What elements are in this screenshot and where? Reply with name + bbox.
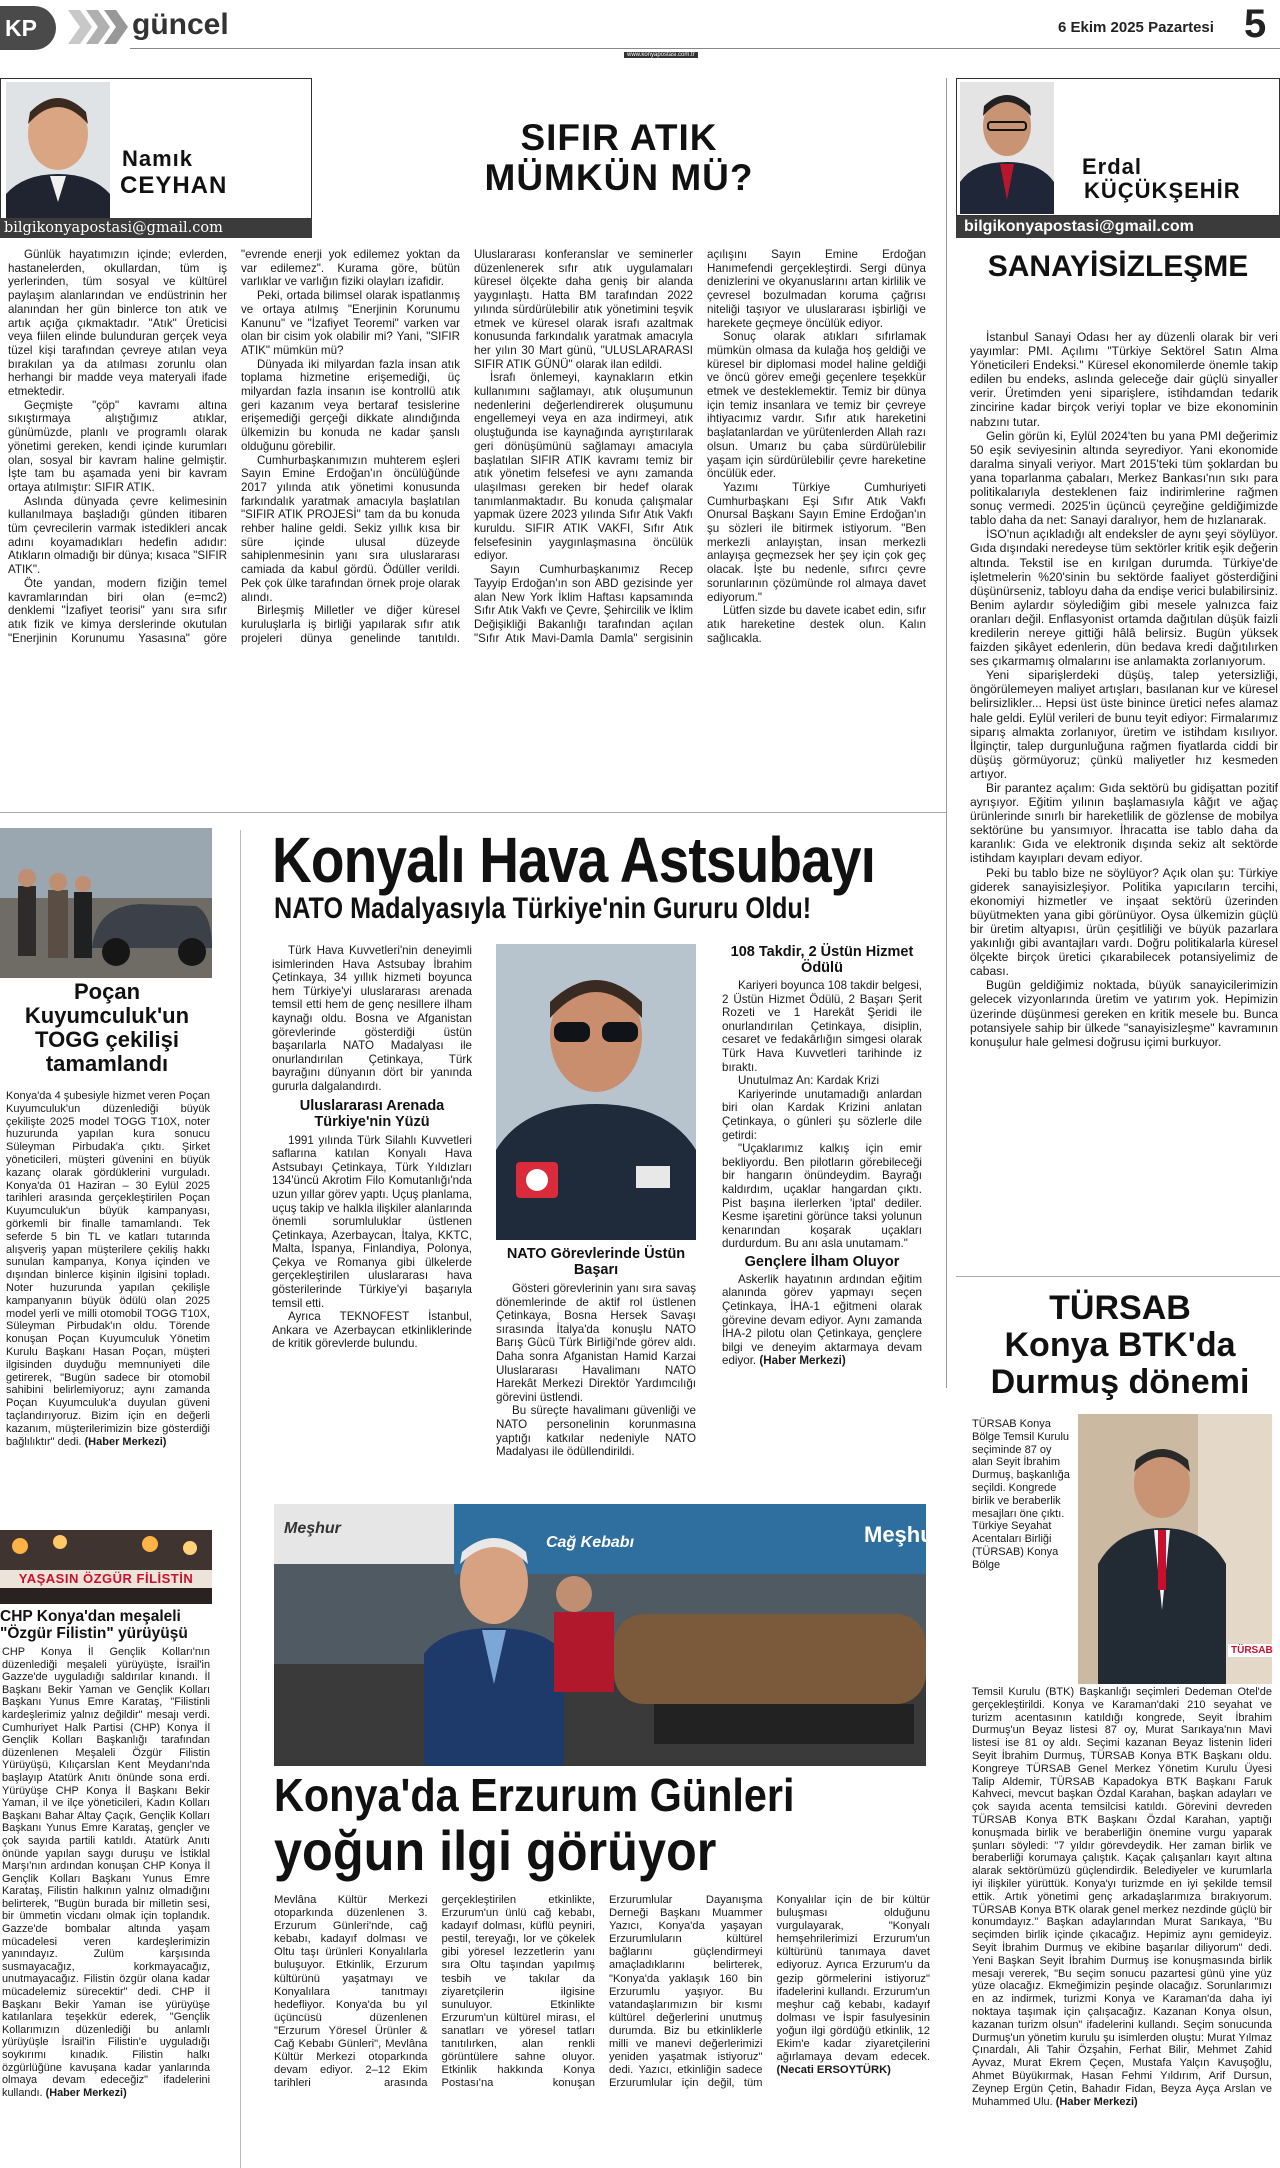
article-headline: Poçan Kuyumculuk'un TOGG çekilişi tamamlandı [24,979,190,1076]
body-paragraph: Dünyada iki milyardan fazla insan atık toplama hizmetine erişemediği, üç milyardan fazla insanın ise kontrollü atık geri kazanım veya bertaraf tesislerine erişemediği gerçeği dikkate alındığında ülkemizin bu konuda ne kadar şanslı olduğunu görebilir. [241,357,460,453]
nato-column-3: 108 Takdir, 2 Üstün Hizmet Ödülü Kariyeri boyunca 108 takdir belgesi, 2 Üstün Hizmet Ödülü, 2 Başarı Şerit Rozeti ve 1 Harekât Şeridi ile onurlandırılan Çetinkaya, disiplin, cesaret ve fedakârlığın simgesi olarak Türk Hava Kuvvetleri tarihinde iz bıraktı. Unutulmaz An: Kardak Krizi Kariyerinde unutamadığı anlardan biri olan Kardak Krizini anlatan Çetinkaya, o günleri şu sözlerle dile getirdi: "Uçaklarımız kalkış için emir bekliyordu. Ben pilotların görebileceği bir hangarın önündeydim. Bayrağı kaldırdım, uçaklar hangardan çıktı. Pist başına ilerlerken 'iptal' dediler. Kesme işaretini görünce taksi yolunun kenarından koşarak uçakları durdurdum. Bu anı asla unutamam." Gençlere İlham Oluyor Askerlik hayatının ardından eğitim alanında görev yapmayı seçen Çetinkaya, İHA-1 eğitmeni olarak görevine devam ediyor. Aynı zamanda İHA-2 pilotu olan Çetinkaya, gençlere bilgi ve deneyim aktarmaya devam ediyor. (Haber Merkezi) [722,944,922,1368]
site-url: www.konyapostasi.com.tr [624,52,698,58]
nato-article [270,826,932,1486]
section-body: Gösteri görevlerinin yanı sıra savaş dönemlerinde de aktif rol üstlenen Çetinkaya, Bosna Hersek Savaşı sırasında İtalya'da konuşlu NATO Barış Gücü Türk Birliği'nde görev aldı. Daha sonra Afganistan Hamid Karzai Uluslararası Havalimanı NATO Harekât Merkezi Direktör Yardımcılığı görevini üstlendi. Bu süreçte havalimanı güvenliği ve NATO personelinin korunmasına yaptığı katkılar nedeniyle NATO Madalyası ile ödüllendirildi. [496,1282,696,1459]
article-headline: yoğun ilgi görüyor [274,1819,717,1882]
columnist-ceyhan [0,78,926,792]
kp-logo-icon: KP [0,6,56,50]
body-paragraph: İSO'nun açıkladığı alt endeksler de aynı şeyi söylüyor. Gıda dışındaki neredeyse tüm sektörler kritik eşik değerin altında. Tekstil ise en kırılgan durumda. Türkiye'de işletmelerin %20'sinin bu sektörde faaliyet gösterdiğini düşünürseniz, tabloyu daha da endişe verici bulabilirsiniz. Benim aylardır söylediğim gibi mesele yalnızca faiz oranları değil. Enflasyonist ortamda dağıtılan düşük faizli kredilerin nereye gittiği hâlâ belirsiz. Bugün yüksek faizden şikâyet edenlerin, dün bedava kredi dağıtılırken ses çıkarmamış olmalarını ise anlamakta zorlanıyorum. [970,527,1278,669]
body-paragraph: Peki, ortada bilimsel olarak ispatlanmış ve ortaya atılmış "Enerjinin Korunumu Kanunu" ve "İzafiyet Teoremi" varken var olan bir cisim yok olabilir mi? Yani, "SIFIR ATIK" mümkün mü? [241,289,460,357]
tursab-article [960,1290,1280,2168]
vertical-divider [240,830,241,2168]
columnist-email: bilgikonyapostasi@gmail.com [0,218,312,238]
section-rule [956,1276,1280,1277]
shop-sign: Meşhu [864,1522,934,1547]
body-paragraph: İsrafı önlemeyi, kaynakların etkin kullanımını sağlamayı, atık oluşumunun nedenlerini değerlendirerek oluşumunu engellemeyi veya en aza indirmeyi, atık oluştuğunda ise kaynağında ayrıştırılarak geri dönüşümünü sağlamayı amacıyla başlatılan SIFIR ATIK kavramı temiz bir atık yönetim felsefesi ve aynı zamanda ulaşılması gereken bir hedef olarak tanımlanmaktadır. Bu konuda çalışmalar yapmak üzere 2023 yılında Sıfır Atık Vakfı kuruldu. SIFIR ATIK VAKFI, Sıfır Atık felsefesinin yaygınlaşmasına öncülük ediyor. [474,371,693,563]
article-headline: TÜRSAB Konya BTK'da Durmuş dönemi [990,1289,1250,1401]
section-name: güncel [132,8,229,41]
togg-photo [0,828,212,978]
vertical-divider [946,78,947,1388]
article-body-side: TÜRSAB Konya Bölge Temsil Kurulu seçiminde 87 oy alan Seyit İbrahim Durmuş, başkanlığa seçildi. Kongrede birlik ve beraberlik mesajları öne çıktı. Türkiye Seyahat Acentaları Birliği (TÜRSAB) Konya Bölge [972,1418,1070,1571]
chp-article [0,1530,212,2168]
article-headline: Konyalı Hava Astsubayı [272,824,876,896]
article-headline: CHP Konya'dan meşaleli "Özgür Filistin" yürüyüşü [0,1608,188,1642]
body-paragraph: Gelin görün ki, Eylül 2024'ten bu yana PMI değerimiz 50 eşik seviyesinin altında seyrediyor. Yani ekonomide daralma sinyali veriyor. Mart 2015'teki tüm şoklardan bu yana toparlanma çabaları, Merkez Bankası'nın sıkı para politikalarıyla desteklenen faiz indirimlerine rağmen sonuç vermedi. 2025'in üçüncü çeyreğine geldiğimizde tablo daha da net: Sanayi daralıyor, hem de hızlanarak. [970,428,1278,528]
article-body [8,248,926,794]
issue-date: 6 Ekim 2025 Pazartesi [1058,19,1214,36]
chp-photo [0,1530,212,1604]
article-title: SIFIR ATIK MÜMKÜN MÜ? [484,117,754,198]
columnist-photo [6,82,110,218]
article-headline: Konya'da Erzurum Günleri [274,1769,795,1821]
body-paragraph: Yeni siparişlerdeki düşüş, talep yetersizliği, öngörülemeyen maliyet artışları, basılanan kur ve küresel belirsizlikler... Hepsi üst üste binince üretici nefes alamaz hale geldi. Eylül verileri de bunu teyit ediyor: Firmalarımız siparış almakta zorlanıyor, üretim ve istihdam kısılıyor. İlginçtir, talep durgunluğuna rağmen fiyatlarda ciddi bir düşüş görmüyoruz; çünkü maliyetler hız kesmeden artıyor. [970,668,1278,781]
body-paragraph: Aslında dünyada çevre kelimesinin kullanılmaya başladığı günden itibaren tüm çevrecilerin varmak istedikleri ancak adını koyamadıkları hedefin adıdır: Atıkların olmadığı bir dünya; kısaca "SIFIR ATIK". [8,494,227,577]
columnist-kucuksehir [956,78,1280,1268]
article-body: Mevlâna Kültür Merkezi otoparkında düzenlenen 3. Erzurum Günleri'nde, cağ kebabı, kadayıf dolması ve Oltu taşı ürünleri Konyalılarla buluşuyor. Etkinlik, Erzurum kültürünü yaşatmayı ve Konyalılara tanıtmayı hedefliyor. Konya'da bu yıl üçüncüsü düzenlenen "Erzurum Yöresel Ürünler & Cağ Kebabı Günleri", Mevlâna Kültür Merkezi otoparkında devam ediyor. 2–12 Ekim tarihleri arasında gerçekleştirilen etkinlikte, Erzurum'un ünlü cağ kebabı, kadayıf dolması, küflü peyniri, pestil, tereyağı, lor ve çökelek gibi yöresel lezzetlerin yanı sıra Oltu taşından yapılmış tesbih ve takılar da ziyaretçilerin ilgisine sunuluyor. Etkinlikte Erzurum'un kültürel mirası, el sanatları ve yöresel tatları tanıtılırken, alan renkli görüntülere sahne oluyor. Etkinlik hakkında Konya Postası'na konuşan Erzurumlular Dayanışma Derneği Başkanı Muammer Yazıcı, Konya'da yaşayan Erzurumluların kültürel bağlarını güçlendirmeyi amaçladıklarını belirterek, "Konya'da yaklaşık 160 bin Erzurumlu yaşıyor. Bu vatandaşlarımızın bir kısmı kültürel değerlerini unutmuş durumda. Biz bu etkinliklerle milli ve manevi değerlerimizi yeniden yaşatmak istiyoruz" dedi. Yazıcı, etkinliğin sadece Erzurumlular için değil, tüm Konyalılar için de bir kültür buluşması olduğunu vurgulayarak, "Konyalı hemşehrilerimizi Erzurum'un kültürünü tanımaya davet ediyoruz. Ayrıca Erzurum'u da gezip görmelerini istiyoruz" ifadelerini kullandı. Erzurum'un meşhur cağ kebabı, kadayıf dolması ve İspir fasulyesinin yoğun ilgi gördüğü etkinlik, 12 Ekim'e kadar ziyaretçilerini ağırlamaya devam edecek. (Necati ERSOYTÜRK) [274,1894,930,2090]
body-paragraph: Geçmişte "çöp" kavramı altına sıkıştırmaya alıştığımız atıklar, günümüzde, planlı ve programlı olarak yönetimi gereken, kendi içinde kurumları olan, sosyal bir kavram haline gelmiştir. İşte tam bu aşamada yeni bir kavram ortaya atılmıştır: SIFIR ATIK. [8,398,227,494]
article-title: SANAYİSİZLEŞME [987,250,1249,283]
columnist-email: bilgikonyapostasi@gmail.com [956,216,1280,238]
body-paragraph: Öte yandan, modern fiziğin temel kavramlarından biri olan (e=mc2) denklemi "İzafiyet teorisi" yanı sıra sıfır atık fizik ve kimya derslerinde okutulan "Enerjinin Korunumu Yasasına" göre "evrende enerji yok edilemez yoktan da var edilemez". Kurama göre, bütün varlıklar ve varlığın fiziki olayları izafidir. [8,248,460,645]
columnist-last-name: KÜÇÜKŞEHİR [1084,178,1241,203]
tursab-photo [1078,1414,1272,1684]
body-paragraph: Lütfen sizde bu davete icabet edin, sıfır atık hareketine destek olun. Kalın sağlıcakla. [707,604,926,645]
body-paragraph: Peki bu tablo bize ne söylüyor? Açık olan şu: Türkiye giderek sanayisizleşiyor. Politika yapıcıların tercihi, ekonomiyi hizmetler ve inşaat sektörü üzerinden büyütmekten yana gibi görünüyor. Oysa ülkemizin güçlü bir üretim altyapısı, ürün çeşitliliği ve büyük pazarlara yakınlığı gibi avantajları vardı. Doğru politikalarla küresel ölçekte birçok üretici çıkarabilecek potansiyelimiz de cabası. [970,865,1278,979]
columnist-first-name: Erdal [1082,154,1143,179]
body-paragraph: Yazımı Türkiye Cumhuriyeti Cumhurbaşkanı Eşi Sıfır Atık Vakfı Onursal Başkanı Sayın Emine Erdoğan'ın şu sözleri ile bitirmek istiyorum. "Ben merkezli anlayıştan, insan merkezli anlayışa geçmezsek her şey için çok geç olacak. İşte bu nedenle, sıfırcı çevre sorunlarının çözümünde rol almaya davet ediyorum." [707,480,926,604]
shop-sign: Meşhur [284,1520,341,1537]
columnist-first-name: Namık [122,146,194,171]
shop-sign: Cağ Kebabı [546,1534,635,1551]
body-paragraph: Birleşmiş Milletler ve diğer küresel kuruluşlarla iş birliği yapılarak sıfır atık projeleri dünya genelinde tanıtıldı. Uluslararası konferanslar ve seminerler düzenlenerek sıfır atık uygulamaları küresel ölçekte daha geniş bir alanda yaygınlaştı. Hatta BM tarafından 2022 yılında sürdürülebilir atık yönetimini teşvik etmek ve küresel olarak israfı azaltmak konusunda farkındalık yaratmak amacıyla her yılın 30 Mart günü, "ULUSLARARASI SIFIR ATIK GÜNÜ" olarak ilan edildi. [241,248,693,645]
pilot-photo [496,944,696,1240]
header-rule [130,48,1280,49]
article-body: Türk Hava Kuvvetleri'nin deneyimli isimlerinden Hava Astsubay İbrahim Çetinkaya, 34 yıllık hizmeti boyunca hem Türkiye'yi uluslararası arenada temsil etti hem de genç nesillere ilham kaynağı oldu. Bosna ve Afganistan görevlerinde gösterdiği üstün başarılarla NATO Madalyası ile onurlandırılan Çetinkaya, Türk bayrağını dünyanın dört bir yanında gururla dalgalandırdı. Uluslararası Arenada Türkiye'nin Yüzü 1991 yılında Türk Silahlı Kuvvetleri saflarına katılan Konyalı Hava Astsubayı Çetinkaya, Türk Yıldızları 134'üncü Akrotim Filo Komutanlığı'nda uzun yıllar görev yaptı. Uçuş planlama, uçuş takip ve halkla ilişkiler alanlarında önemli sorumluluklar üstlenen Çetinkaya, Azerbaycan, İtalya, KKTC, Malta, İspanya, Finlandiya, Polonya, Çekya ve Romanya gibi ülkelerde gerçekleştirilen uluslararası hava gösterilerinde Türkiye'yi başarıyla temsil etti. Ayrıca TEKNOFEST İstanbul, Ankara ve Azerbaycan etkinliklerinde de kritik görevlerde bulundu. [272,944,472,1351]
article-body: Konya'da 4 şubesiyle hizmet veren Poçan Kuyumculuk'un düzenlediği büyük çekilişte 2025 model TOGG T10X, noter huzurunda yapılan kura sonucu Süleyman Pirbudak'a çıktı. Şirket yöneticileri, müşteri güvenini en büyük kazanç olarak gördüklerini vurguladı. Konya'da 01 Haziran – 30 Eylül 2025 tarihleri arasında gerçekleştirilen Poçan Kuyumculuk'un büyük kampanyası, görkemli bir finalle tamamlandı. Tek seferde 5 bin TL ve katları tutarında alışveriş yapan müşterilere çekiliş hakkı sunulan kampanya, Konya içinden ve dışından binlerce kişinin ilgisini topladı. Noter huzurunda yapılan çekilişle kampanyanın büyük ödülü olan 2025 model yerli ve milli otomobil TOGG T10X, Süleyman Pirbudak'ın oldu. Törende konuşan Poçan Kuyumculuk Yönetim Kurulu Başkanı Hasan Poçan, müşteri ilgisinden duyduğu memnuniyeti dile getirerek, "Bugün sadece bir otomobil sahibini belirlemiyoruz; aynı zamanda Poçan Kuyumculuk'a duyulan güveni taçlandırıyoruz. Bizim için en değerli kazanım, müşterilerimizin bize gösterdiği bağlılıktır" dedi. (Haber Merkezi) [6,1090,210,1448]
body-paragraph: Günlük hayatımızın içinde; evlerden, hastanelerden, okullardan, tüm iş yerlerinden, tüm sosyal ve kültürel paylaşım alanlarından ve endüstrinin her alanından her gün binlerce ton atık ve artık açığa çıkmaktadır. "Atık" Üreticisi veya fiilen elinde bulunduran gerçek veya tüzel kişi tarafından çevreye atılan veya bırakılan ya da atılması zorunlu olan herhangi bir madde veya materyali ifade etmektedir. [8,248,227,399]
page-number: 5 [1244,2,1267,46]
body-paragraph: Bir parantez açalım: Gıda sektörü bu gidişattan pozitif ayrışıyor. Eğitim yılının başlamasıyla kâğıt ve ağaç ürünlerinde sınırlı bir hareketlilik de gözlense de mobilya sektörüne bu yansımıyor. İhracatta ise tablo daha da karanlık: Gıda ve elektronik dışında sekiz alt sektörde istihdam kayıpları devam ediyor. [970,781,1278,866]
article-subheadline: NATO Madalyasıyla Türkiye'nin Gururu Oldu! [274,892,812,925]
protest-banner: YAŞASIN ÖZGÜR FİLİSTİN [0,1570,212,1588]
nato-column-2 [496,1246,696,1482]
erzurum-photo [274,1504,934,1766]
article-body: CHP Konya İl Gençlik Kolları'nın düzenlediği meşaleli yürüyüşte, İsrail'in Gazze'de uyguladığı saldırılar kınandı. İl Başkanı Bekir Yaman ve Gençlik Kolları Başkanı Yunus Emre Karataş, "Filistinli kardeşlerimiz yalnız değildir" mesajı verdi. Cumhuriyet Halk Partisi (CHP) Konya İl Gençlik Kolları Başkanlığı tarafından düzenlenen Meşaleli Özgür Filistin Yürüyüşü, Kılıçarslan Kent Meydanı'nda başlayıp Atatürk Anıtı önünde sona erdi. Yürüyüşe CHP Konya İl Başkanı Bekir Yaman, il ve ilçe yöneticileri, Kadın Kolları Başkanı Bahar Altay Çaçık, Gençlik Kolları Başkanı Yunus Emre Karataş, gençler ve çok sayıda partili katıldı. Atatürk Anıtı önünde yapılan saygı duruşu ve İstiklal Marşı'nın ardından konuşan CHP Konya İl Gençlik Kolları Başkanı Yunus Emre Karataş, Filistin halkının yalnız olmadığını belirterek, "Bugün burada bir milletin sesi, bir ümmetin vicdanı olmak için toplandık. Gazze'de bombalar altında yaşam mücadelesi veren kardeşlerimizin yanındayız. Zulüm karşısında susmayacağız, korkmayacağız, unutmayacağız. Filistin özgür olana kadar mücadelemiz sürecektir" dedi. CHP İl Başkanı Bekir Yaman ise yürüyüşe katılanlara teşekkür ederek, "Gençlik Kollarımızın düzenlediği bu anlamlı yürüyüşle İsrail'in Filistin'e uyguladığı soykırımı kınadık. Filistin halkı özgürlüğüne kavuşana kadar yanlarında olmaya devam edeceğiz" ifadelerini kullandı. (Haber Merkezi) [2,1646,210,2099]
section-rule [0,812,946,813]
section-subheading: NATO Görevlerinde Üstün Başarı [506,1246,686,1278]
body-paragraph: İstanbul Sanayi Odası her ay düzenli olarak bir veri yayımlar: PMI. Açılımı "Türkiye Sektörel Satın Alma Yöneticileri Endeksi." Küresel ekonomilerde önemle takip edilen bu endeks, aslında geleceğe dair güçlü sinyaller verir. Üretimden yeni siparişlere, istihdamdan tedarik zincirine kadar birçok veriyi toplar ve bize ekonominin nabzını tutar. [970,330,1278,429]
body-paragraph: Bugün geldiğimiz noktada, büyük sanayicilerimizin gelecek vizyonlarında üretim ve yatırım yok. Hepimizin üzerinde düşünmesi gereken en kritik mesele bu. Bunca potansiyele sahip bir ülkede "sanayisizleşme" kavramının konuşulur hale gelmesi doğrusu içimi burkuyor. [970,978,1278,1049]
body-paragraph: Sonuç olarak atıkları sıfırlamak mümkün olmasa da kulağa hoş geldiği ve küresel bir diplomasi model haline geldiği ve öncü görev emeği geçenlere teşekkür etmek ve desteklemektir. Temiz bir dünya için temiz insanlara ve temiz bir çevreye ihtiyacımız vardır. Sıfır atık hareketini başlatanlardan ve yürütenlerden Allah razı olsun. Umarız bu çaba sürdürülebilir yaşam için sürdürülebilir çevre hareketine öncülük eder. [707,330,926,481]
article-body [970,330,1278,1270]
article-body: Temsil Kurulu (BTK) Başkanlığı seçimleri Dedeman Otel'de gerçekleştirildi. Konya ve Karaman'daki 210 seyahat ve turizm acentasının katıldığı kongrede, Seyit İbrahim Durmuş'un Beyaz listesi 87 oy, Murat Sarıkaya'nın Mavi listesi ise 81 oy aldı. Seçimi kazanan Beyaz listenin lideri Seyit İbrahim Durmuş, TÜRSAB Konya BTK Başkanı oldu. Kongreye TÜRSAB Genel Merkez Yönetim Kurulu Üyesi Talip Aldemir, TÜRSAB Kapadokya BTK Başkanı Faruk Kahveci, mevcut başkan Özdal Karahan, başkan adayları ve çok sayıda acenta temsilcisi katıldı. Görevini devreden TÜRSAB Konya BTK Başkanı Özdal Karahan, yaptığı konuşmada birlik ve beraberliğin önemine vurgu yaparak şunları söyledi: "7 yıldır görevdeydik. Her zaman birlik ve beraberliği korumaya çalıştık. Kaçak çalışanları kayıt altına alarak sektörümüzü güçlendirdik. Belediyeler ve kurumlarla iyi ilişkiler yürüttük. Konya'yı turizmde en iyi şekilde temsil ettik. Artık yönetimi genç arkadaşlarımıza bırakıyorum. TÜRSAB Konya BTK olarak genel merkez nezdinde güçlü bir konumdayız." Başkan adaylarından Murat Sarıkaya, "Bu seçimden birlik içinde çıkacağız. Hepimiz aynı gemideyiz. Seyit İbrahim Durmuş ve ekibine başarılar diliyorum" dedi. Yeni Başkan Seyit İbrahim Durmuş ise konuşmasında birlik mesajı vererek, "Bu seçim sonucu pazartesi günü yine yüz yüze olacağız. Ekmeğimizin peşinde olacağız. Sorunlarımızı en az indirmek, turizmi Konya ve Karaman'da daha iyi noktaya taşımak için çalışacağız. Kazanan Konya olsun, kazanan turizm olsun" ifadelerini kullandı. Seçim sonucunda Durmuş'un yönetim kurulu şu isimlerden oluştu: Murat Yılmaz Çınardalı, Ali Tahir Özşahin, Ferhat Bilir, Mehmet Zahid Ayvaz, Murat Ekrem Çeçen, Mustafa Yalçın Kavuşoğlu, Ahmet Büyükırmak, Hasan Fehmi Yıldırım, Arif Dursun, Zeynep Ergün Çetin, Bahadır Fidan, Beyza Ayça Arslan ve Muhammed Ulu. (Haber Merkezi) [972,1686,1272,2108]
tursab-sign: TÜRSAB [1228,1644,1276,1657]
body-paragraph: Sayın Cumhurbaşkanımız Recep Tayyip Erdoğan'ın son ABD gezisinde yer alan New York İklim Haftası kapsamında Sıfır Atık Vakfı ve Çevre, Şehircilik ve İklim Değişikliği Bakanlığı tarafından açılan "Sıfır Atık Mavi-Damla Damla" sergisinin açılışını Sayın Emine Erdoğan Hanımefendi gerçekleştirdi. Sergi dünya denizlerini ve okyanuslarını artan kirlilik ve çevresel bozulmadan koruma çağrısı niteliği taşıyor ve uluslararası işbirliği ve harekete geçmeye öncülük ediyor. [474,248,926,645]
chevron-arrows-icon [68,10,128,44]
togg-article [0,828,212,1508]
erzurum-article [272,1504,932,2168]
page-header [0,0,1280,58]
columnist-last-name: CEYHAN [120,172,228,199]
body-paragraph: Cumhurbaşkanımızın muhterem eşleri Sayın Emine Erdoğan'ın öncülüğünde 2017 yılında atık yönetimi konusunda farkındalık yaratmak amacıyla başlatılan "SIFIR ATIK PROJESİ" tam da bu konuda rehber haline geldi. Sekiz yıllık kısa bir süre içinde ulusal düzeyde sahiplenmesinin yanı sıra uluslararası camiada da kabul gördü. Ödüller verildi. Pek çok ülke tarafından örnek proje olarak alındı. [241,453,460,604]
columnist-photo [960,82,1054,214]
